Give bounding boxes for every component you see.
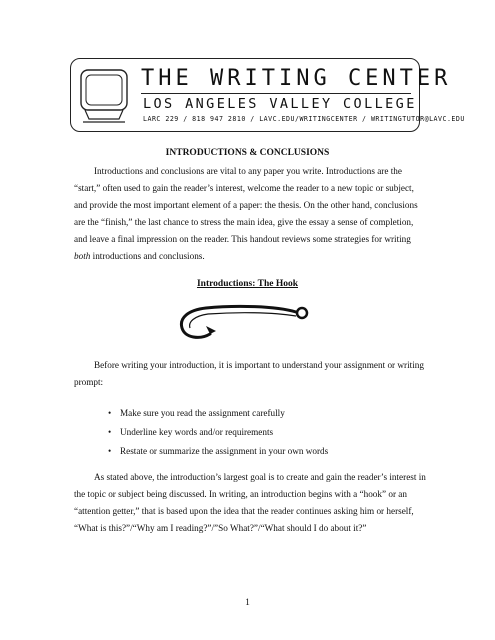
bullet-icon: • (108, 427, 112, 437)
page-number: 1 (245, 598, 250, 608)
hook-paragraph (74, 469, 426, 537)
list-item (108, 423, 328, 442)
hook-paragraph-text: As stated above, the introduction’s largest goal is to create and gain the reader’s interest in the topic or subject being discussed. In writing, an introduction begins with a “hook” or an “attention getter,” that is based upon the idea that the reader continues asking him or herself, “What is this?”/“Why am I reading?”/”So What?”/“What should I do about it?” (74, 472, 426, 533)
header-contact-info: LARC 229 / 818 947 2810 / LAVC.EDU/WRITINGCENTER / WRITINGTUTOR@LAVC.EDU (143, 115, 465, 123)
header-subtitle: LOS ANGELES VALLEY COLLEGE (143, 96, 417, 112)
before-writing-paragraph (74, 357, 426, 391)
list-item (108, 442, 328, 461)
fish-hook-icon (176, 300, 316, 344)
header-divider (141, 93, 411, 94)
before-writing-text: Before writing your introduction, it is important to understand your assignment or writing prompt: (74, 360, 424, 387)
header-banner (70, 58, 465, 132)
intro-paragraph-emphasis: both (74, 251, 91, 261)
header-title: THE WRITING CENTER (141, 66, 452, 91)
intro-paragraph-end: introductions and conclusions. (90, 251, 205, 261)
document-title: INTRODUCTIONS & CONCLUSIONS (165, 148, 330, 158)
intro-paragraph (74, 163, 426, 265)
bullet-icon: • (108, 446, 112, 456)
list-item (108, 404, 328, 423)
bullet-icon: • (108, 408, 112, 418)
computer-monitor-icon (79, 67, 131, 125)
list-item-text: Restate or summarize the assignment in your own words (120, 446, 329, 456)
list-item-text: Underline key words and/or requirements (120, 427, 274, 437)
list-item-text: Make sure you read the assignment carefully (120, 408, 285, 418)
section-heading: Introductions: The Hook (196, 279, 298, 289)
intro-paragraph-text: Introductions and conclusions are vital to any paper you write. Introductions are the “start,” often used to gain the reader’s interest, welcome the reader to a new topic or subject, and provide the most important element of a paper: the thesis. On the other hand, conclusions are the “finish,” the last chance to stress the main idea, give the essay a sense of completion, and leave a final impression on the reader. This handout reviews some strategies for writing (74, 166, 418, 244)
assignment-tips-list (108, 404, 328, 461)
